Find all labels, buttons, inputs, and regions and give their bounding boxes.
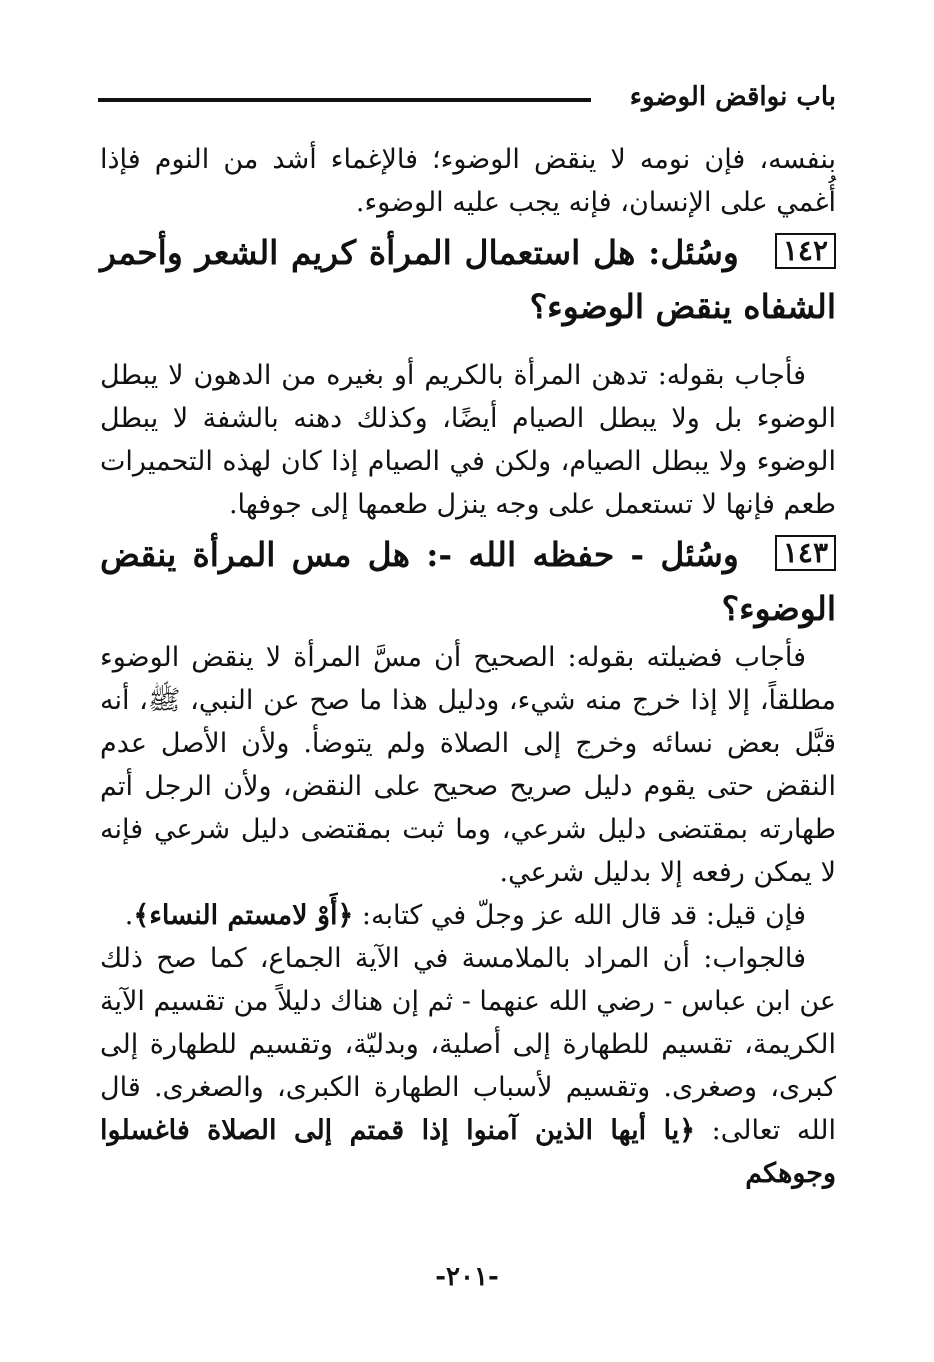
question-142 xyxy=(100,226,836,334)
question-143 xyxy=(100,528,836,636)
page-body xyxy=(100,138,836,1195)
question-text: وسُئل: هل استعمال المرأة كريم الشعر وأحمر الشفاه ينقض الوضوء؟ xyxy=(100,233,836,326)
question-text: وسُئل - حفظه الله -: هل مس المرأة ينقض الوضوء؟ xyxy=(100,535,836,628)
reply-text: فالجواب: أن المراد بالملامسة في الآية الجماع، كما صح ذلك عن ابن عباس - رضي الله عنهما - ثم إن هناك دليلاً من تقسيم الآية الكريمة، تقسيم للطهارة إلى أصلية، وبدليّة، وتقسيم للطهارة إلى كبرى، وصغرى. وتقسيم لأسباب الطهارة الكبرى، والصغرى. قال الله تعالى: xyxy=(100,943,836,1146)
quran-verse: ﴿أَوْ لامستم النساء﴾ xyxy=(133,900,354,931)
quran-verse: ﴿يا أيها الذين آمنوا إذا قمتم إلى الصلاة فاغسلوا وجوهكم xyxy=(100,1115,836,1189)
objection-end: . xyxy=(124,900,134,931)
running-header xyxy=(98,78,836,118)
paragraph-continuation: بنفسه، فإن نومه لا ينقض الوضوء؛ فالإغماء أشد من النوم فإذا أُغمي على الإنسان، فإنه يجب عليه الوضوء. xyxy=(100,144,836,218)
question-number-box: ١٤٢ xyxy=(775,233,836,269)
answer-143: فأجاب فضيلته بقوله: الصحيح أن مسَّ المرأة لا ينقض الوضوء مطلقاً، إلا إذا خرج منه شيء، ودليل هذا ما صح عن النبي، ﷺ، أنه قبَّل بعض نسائه وخرج إلى الصلاة ولم يتوضأ. ولأن الأصل عدم النقض حتى يقوم دليل صريح صحيح على النقض، ولأن الرجل أتم طهارته بمقتضى دليل شرعي، وما ثبت بمقتضى دليل شرعي فإنه لا يمكن رفعه إلا بدليل شرعي. xyxy=(100,642,836,888)
question-number-box: ١٤٣ xyxy=(775,535,836,571)
objection-paragraph xyxy=(100,894,836,937)
header-rule xyxy=(98,98,591,102)
page-number: -٢٠١- xyxy=(435,1262,499,1292)
objection-text: فإن قيل: قد قال الله عز وجلّ في كتابه: xyxy=(353,900,806,931)
reply-paragraph xyxy=(100,937,836,1195)
answer-142: فأجاب بقوله: تدهن المرأة بالكريم أو بغيره من الدهون لا يبطل الوضوء بل ولا يبطل الصيام أيضًا، وكذلك دهنه بالشفة لا يبطل الوضوء ولا يبطل الصيام، ولكن في الصيام إذا كان لهذه التحميرات طعم فإنها لا تستعمل على وجه ينزل طعمها إلى جوفها. xyxy=(100,360,837,520)
chapter-title: باب نواقض الوضوء xyxy=(629,82,836,112)
